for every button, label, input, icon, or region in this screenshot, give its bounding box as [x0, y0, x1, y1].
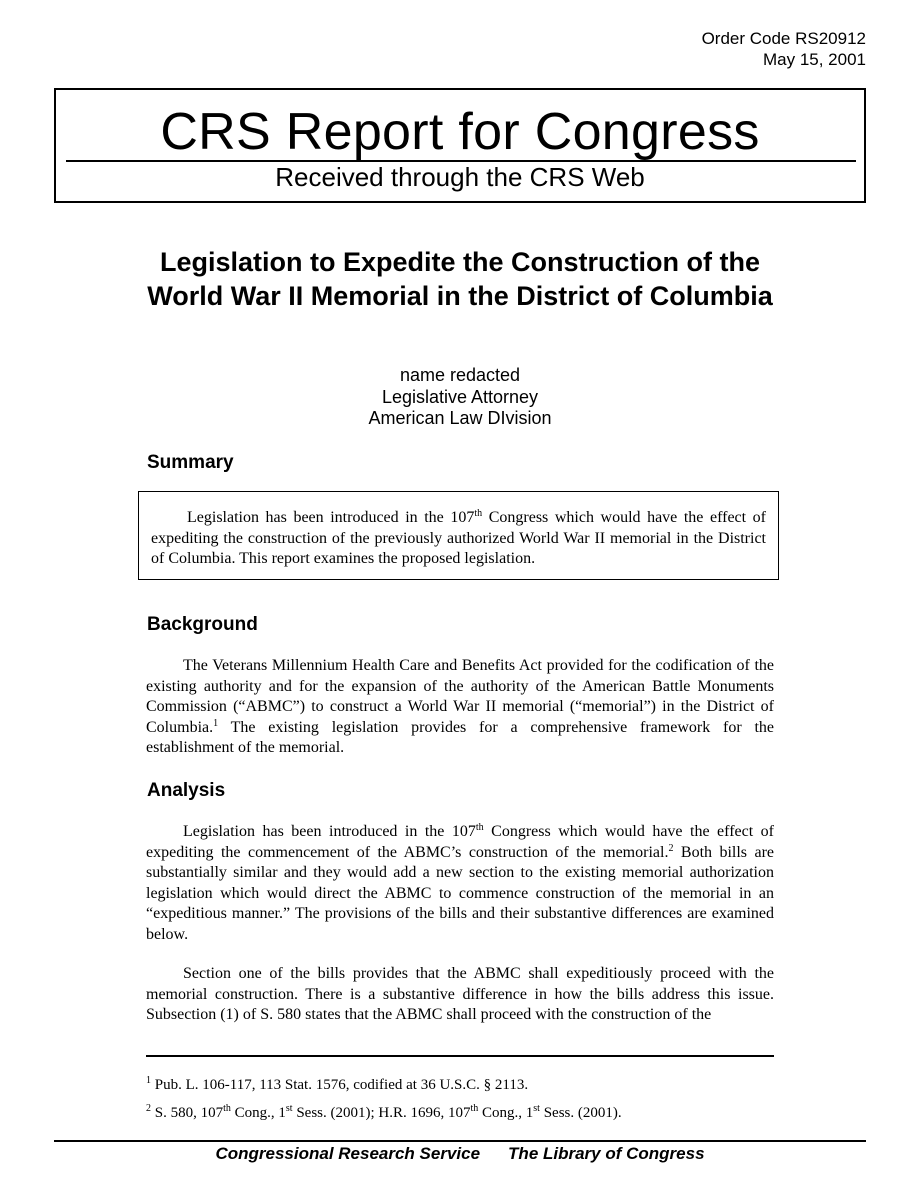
- ordinal-superscript: st: [533, 1103, 540, 1114]
- footnote-1: [146, 1076, 774, 1094]
- ordinal-superscript: th: [470, 1103, 479, 1114]
- footnote-number: 2: [146, 1103, 151, 1114]
- report-date: May 15, 2001: [762, 50, 866, 69]
- analysis-paragraph-2: Section one of the bills provides that the ABMC shall expeditiously proceed with the memorial construction. There is a substantive difference in how the bills address this issue. Subsection (1) of S. 580 states that the ABMC shall proceed with the construction of the: [146, 965, 774, 1023]
- analysis-heading: Analysis: [147, 780, 226, 801]
- summary-text: [151, 508, 766, 570]
- banner-subtitle: Received through the CRS Web: [275, 162, 645, 192]
- ordinal-superscript: th: [474, 508, 483, 519]
- author-division: American Law DIvision: [368, 408, 552, 428]
- page-footer: [0, 1143, 920, 1164]
- analysis-text-part: Legislation has been introduced in the 107: [183, 823, 476, 840]
- footnote-text: Sess. (2001).: [539, 1105, 622, 1121]
- report-banner: [54, 88, 866, 203]
- background-paragraph: [146, 656, 774, 759]
- summary-box: [138, 491, 779, 580]
- background-text-part: The existing legislation provides for a comprehensive framework for the establishment of the memorial.: [146, 718, 774, 756]
- summary-text-part: Congress which would have the effect of expediting the construction of the previously authorized World War II memorial in the District of Columbia. This report examines the proposed legislation.: [151, 509, 766, 567]
- footnote-text: Pub. L. 106-117, 113 Stat. 1576, codified at 36 U.S.C. § 2113.: [151, 1077, 529, 1093]
- summary-heading: Summary: [147, 452, 234, 473]
- footnote-divider: [146, 1055, 774, 1057]
- banner-title: CRS Report for Congress: [160, 103, 760, 161]
- analysis-text-part: Congress which would have the effect of expediting the commencement of the ABMC’s construction of the memorial.: [146, 823, 774, 861]
- footnote-ref-1[interactable]: 1: [213, 717, 219, 729]
- footnote-2: [146, 1104, 774, 1122]
- footnote-text: Cong., 1: [478, 1105, 534, 1121]
- ordinal-superscript: th: [475, 822, 484, 833]
- analysis-paragraph-1: [146, 822, 774, 945]
- footer-loc: The Library of Congress: [508, 1144, 705, 1163]
- order-code: Order Code RS20912: [701, 29, 866, 48]
- ordinal-superscript: th: [223, 1103, 231, 1114]
- order-info: [702, 28, 866, 70]
- analysis-text-part: Both bills are substantially similar and they would add a new section to the existing memorial authorization legislation which would direct the ABMC to commence construction of the memorial in an “expeditious manner.” The provisions of the bills and their substantive differences are examined below.: [146, 843, 774, 943]
- footnote-text: S. 580, 107: [151, 1105, 224, 1121]
- footnote-text: Cong., 1: [230, 1105, 286, 1121]
- footnote-text: Sess. (2001); H.R. 1696, 107: [292, 1105, 471, 1121]
- footer-crs: Congressional Research Service: [215, 1144, 481, 1163]
- background-heading: Background: [147, 614, 258, 635]
- footnote-ref-2[interactable]: 2: [668, 842, 674, 854]
- background-text-part: The Veterans Millennium Health Care and Benefits Act provided for the codification of the existing authority and for the expansion of the authority of the American Battle Monuments Commission (“ABMC”) to construct a World War II memorial (“memorial”) in the District of Columbia.: [146, 657, 774, 736]
- author-position: Legislative Attorney: [381, 387, 539, 407]
- summary-text-part: Legislation has been introduced in the 107: [187, 509, 475, 526]
- ordinal-superscript: st: [285, 1103, 293, 1114]
- report-title: Legislation to Expedite the Construction of the World War II Memorial in the District of Columbia: [147, 247, 773, 311]
- author-name: name redacted: [399, 365, 521, 385]
- footer-divider: [54, 1140, 866, 1142]
- footnote-number: 1: [146, 1075, 151, 1086]
